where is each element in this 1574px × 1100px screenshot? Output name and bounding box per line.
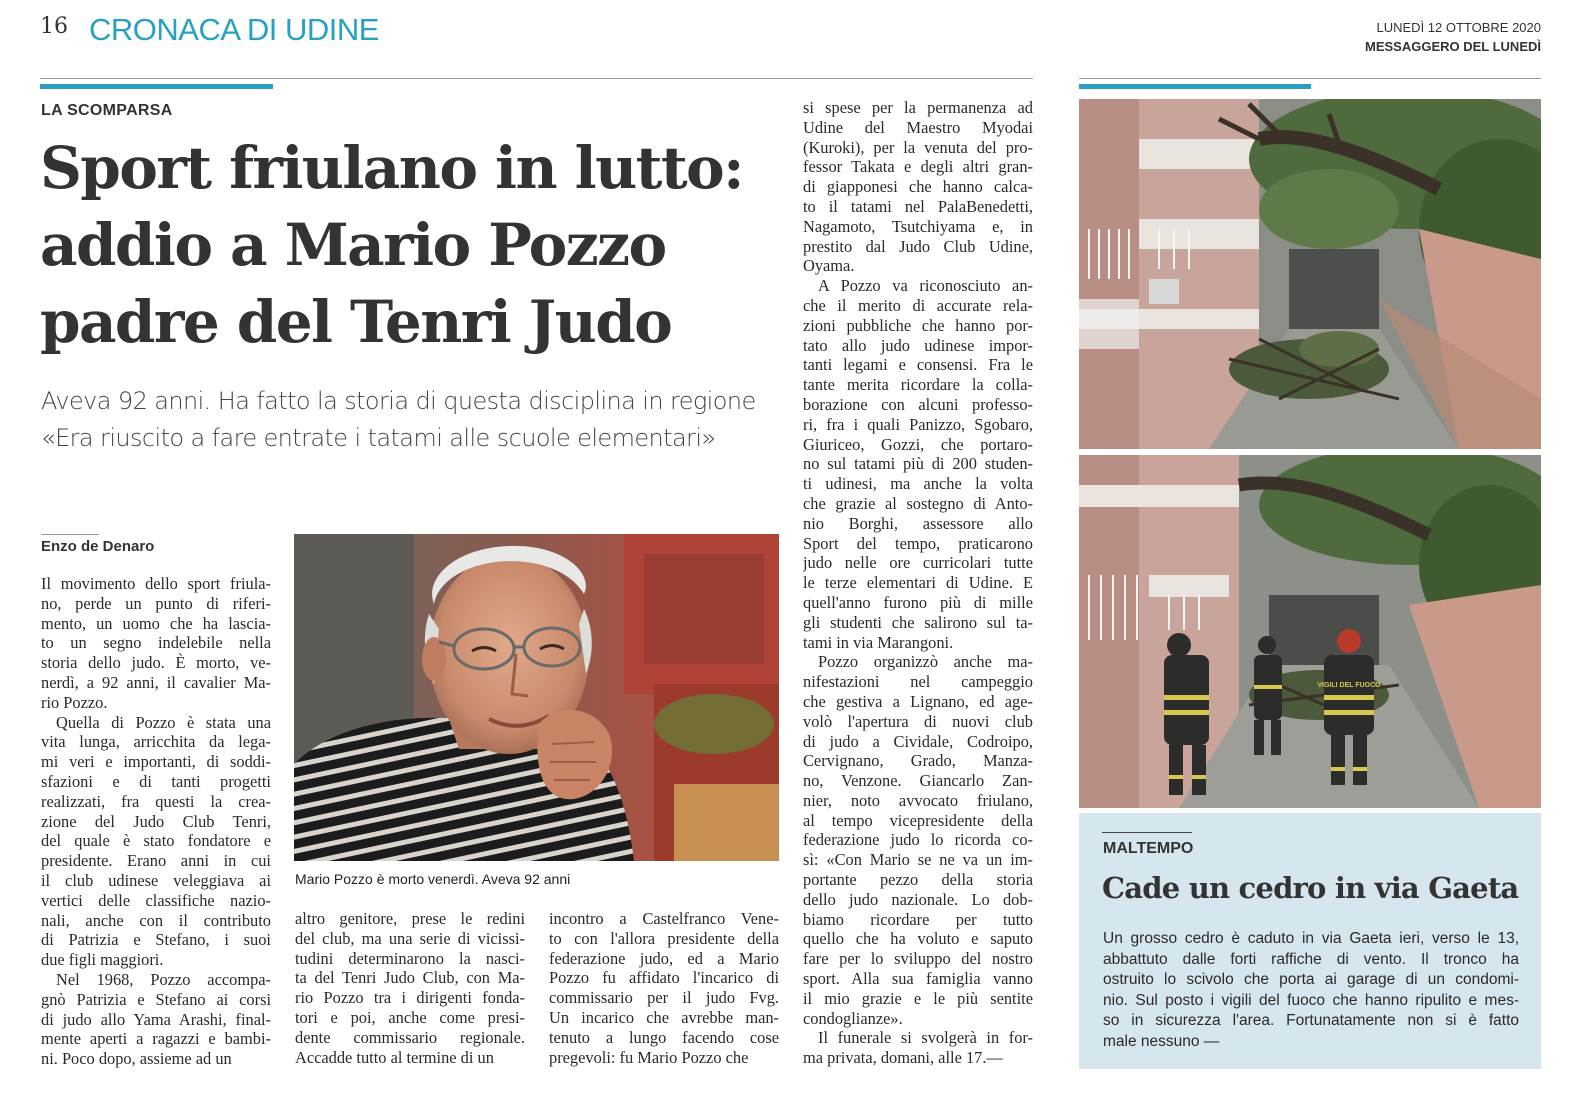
sidebar-line: Un grosso cedro è caduto in via Gaeta ieri, verso le 13, bbox=[1103, 930, 1519, 947]
article-text-line: biamo ricordare per tutto bbox=[803, 909, 1033, 929]
article-text-line: vertici delle classifiche nazio- bbox=[41, 890, 271, 910]
accent-bar bbox=[40, 84, 273, 89]
header-rule-right bbox=[1079, 78, 1541, 79]
article-text-line: commissario per il judo Fvg. bbox=[549, 988, 779, 1008]
article-text-line: due figli maggiori. bbox=[41, 950, 164, 970]
article-text-line: mente aperti a ragazzi e bambi- bbox=[41, 1029, 271, 1049]
article-column-1 bbox=[41, 574, 271, 1069]
article-column-3 bbox=[549, 909, 779, 1067]
article-text-line: nio Borghi, assessore allo bbox=[803, 513, 1033, 533]
article-text-line: Giuriceo, Gozzi, che portaro- bbox=[803, 434, 1033, 454]
article-text-line: tori e poi, anche come presi- bbox=[295, 1007, 525, 1027]
accent-bar-right bbox=[1079, 84, 1311, 89]
sidebar-body bbox=[1103, 929, 1519, 1052]
article-text-line: del quale è stato fondatore e bbox=[41, 831, 271, 851]
article-text-line: nerdì, a 92 anni, il cavalier Ma- bbox=[41, 672, 271, 692]
article-text-line: ri, fra i quali Panizzo, Sgobaro, bbox=[803, 414, 1033, 434]
publication-name: MESSAGGERO DEL LUNEDÌ bbox=[1364, 39, 1541, 54]
byline: Enzo de Denaro bbox=[41, 538, 155, 555]
article-text-line: rio Pozzo tra i dirigenti fonda- bbox=[295, 988, 525, 1008]
article-text-line: storia dello judo. È morto, ve- bbox=[41, 653, 271, 673]
article-text-line: Pozzo fu affidato l'incarico di bbox=[549, 968, 779, 988]
article-text-line: tami in via Marangoni. bbox=[803, 632, 954, 652]
article-text-line: Nel 1968, Pozzo accompa- bbox=[56, 969, 271, 989]
portrait-photo bbox=[294, 534, 779, 861]
article-text-line: che gestiva a Lignano, ed age- bbox=[803, 691, 1033, 711]
article-text-line: federazione judo, ed a Mario bbox=[549, 948, 779, 968]
article-text-line: prestito dal Judo Club Udine, bbox=[803, 236, 1033, 256]
article-text-line: dello judo nazionale. Lo dob- bbox=[803, 889, 1033, 909]
article-text-line: sport. Alla sua famiglia vanno bbox=[803, 969, 1033, 989]
article-text-line: A Pozzo va riconosciuto an- bbox=[818, 276, 1033, 296]
sidebar-rule bbox=[1102, 832, 1192, 833]
headline-line: padre del Tenri Judo bbox=[40, 288, 672, 356]
article-text-line: rio Pozzo. bbox=[41, 692, 108, 712]
article-text-line: al tempo vicepresidente della bbox=[803, 810, 1033, 830]
article-text-line: quell'anno furono più di mille bbox=[803, 592, 1033, 612]
article-text-line: tanti legami e consensi. Fra le bbox=[803, 355, 1033, 375]
article-text-line: no, perde un punto di riferi- bbox=[41, 593, 271, 613]
article-text-line: Un incarico che avrebbe man- bbox=[549, 1007, 779, 1027]
article-text-line: Il funerale si svolgerà in for- bbox=[818, 1028, 1033, 1048]
article-text-line: tenuto a lungo facendo cose bbox=[549, 1027, 779, 1047]
article-text-line: altro genitore, prese le redini bbox=[295, 909, 525, 928]
article-text-line: nali, anche con il contributo bbox=[41, 910, 271, 930]
article-text-line: vita lunga, arricchita da lega- bbox=[41, 732, 271, 752]
article-text-line: ti udinesi, ma anche la volta bbox=[803, 474, 1033, 494]
article-text-line: ma privata, domani, alle 17.— bbox=[803, 1048, 1003, 1068]
article-column-4 bbox=[803, 98, 1033, 1068]
article-text-line: si spese per la permanenza ad bbox=[803, 98, 1033, 117]
header-rule bbox=[40, 78, 1033, 79]
sidebar-line: so in sicurezza l'area. Fortunatamente non si è fatto bbox=[1103, 1012, 1519, 1029]
article-text-line: Il movimento dello sport friula- bbox=[41, 574, 271, 593]
article-text-line: volò l'apertura di nuovi club bbox=[803, 711, 1033, 731]
article-subhead bbox=[41, 383, 786, 457]
article-text-line: di judo allo Yama Arashi, final- bbox=[41, 1009, 271, 1029]
article-text-line: mento, un uomo che ha lascia- bbox=[41, 613, 271, 633]
article-text-line: ni. Poco dopo, assieme ad un bbox=[41, 1049, 232, 1069]
article-text-line: quello che ha voluto e saputo bbox=[803, 929, 1033, 949]
article-text-line: nier, noto avvocato friulano, bbox=[803, 790, 1033, 810]
article-text-line: portante pezzo della storia bbox=[803, 870, 1033, 890]
article-text-line: tante merita ricordare la colla- bbox=[803, 375, 1033, 395]
article-text-line: fessor Takata e degli altri gran- bbox=[803, 157, 1033, 177]
article-text-line: sfazioni e di tanti progetti bbox=[41, 771, 271, 791]
article-text-line: Accadde tutto al termine di un bbox=[295, 1047, 494, 1067]
article-text-line: Cervignano, Grado, Manza- bbox=[803, 751, 1033, 771]
headline-line: addio a Mario Pozzo bbox=[40, 211, 666, 279]
article-text-line: Sport del tempo, praticarono bbox=[803, 533, 1033, 553]
article-text-line: di judo a Cividale, Codroipo, bbox=[803, 731, 1033, 751]
article-text-line: le terze elementari di Udine. E bbox=[803, 573, 1033, 593]
article-text-line: pregevoli: fu Mario Pozzo che bbox=[549, 1047, 749, 1067]
article-text-line: zione del Judo Club Tenri, bbox=[41, 811, 271, 831]
article-text-line: to con l'allora presidente della bbox=[549, 928, 779, 948]
article-text-line: tato allo judo udinese impor- bbox=[803, 335, 1033, 355]
issue-date: LUNEDÌ 12 OTTOBRE 2020 bbox=[1376, 20, 1541, 35]
article-kicker: LA SCOMPARSA bbox=[41, 102, 173, 119]
article-text-line: (Kuroki), per la venuta del pro- bbox=[803, 137, 1033, 157]
article-text-line: che il merito di accurate rela- bbox=[803, 295, 1033, 315]
article-text-line: Nagamoto, Tsutchiyama e, in bbox=[803, 216, 1033, 236]
firefighters-photo bbox=[1079, 455, 1541, 808]
photo-caption: Mario Pozzo è morto venerdì. Aveva 92 anni bbox=[295, 871, 571, 887]
article-text-line: gli studenti che salirono sul ta- bbox=[803, 612, 1033, 632]
article-text-line: Udine del Maestro Myodai bbox=[803, 117, 1033, 137]
article-text-line: presidente. Erano anni in cui bbox=[41, 851, 271, 871]
article-text-line: no, Venzone. Giancarlo Zan- bbox=[803, 771, 1033, 791]
article-text-line: zioni pubbliche che hanno por- bbox=[803, 315, 1033, 335]
page-number: 16 bbox=[40, 14, 68, 39]
article-text-line: il mio grazie e le più sentite bbox=[803, 988, 1033, 1008]
byline-rule bbox=[41, 534, 99, 535]
article-text-line: fare per lo sviluppo del nostro bbox=[803, 949, 1033, 969]
article-text-line: Oyama. bbox=[803, 256, 855, 276]
article-text-line: incontro a Castelfranco Vene- bbox=[549, 909, 779, 928]
section-title: CRONACA DI UDINE bbox=[89, 12, 379, 47]
article-text-line: federazione judo lo ricorda co- bbox=[803, 830, 1033, 850]
sidebar-kicker: MALTEMPO bbox=[1103, 840, 1194, 857]
article-text-line: tudini determinarono la nasci- bbox=[295, 948, 525, 968]
masthead-info bbox=[1365, 18, 1541, 56]
article-text-line: sì: «Con Mario se ne va un im- bbox=[803, 850, 1033, 870]
article-text-line: del club, ma una serie di vicissi- bbox=[295, 928, 525, 948]
sidebar-line: ostruito lo scivolo che porta ai garage di un condomi- bbox=[1103, 971, 1519, 988]
article-text-line: to un segno indelebile nella bbox=[41, 633, 271, 653]
article-text-line: judo nelle ore curricolari tutte bbox=[803, 553, 1033, 573]
article-text-line: dente commissario regionale. bbox=[295, 1027, 525, 1047]
article-text-line: Quella di Pozzo è stata una bbox=[56, 712, 271, 732]
subhead-line: «Era riuscito a fare entrate i tatami alle scuole elementari» bbox=[41, 424, 716, 452]
article-text-line: ta del Tenri Judo Club, con Ma- bbox=[295, 968, 525, 988]
article-text-line: borazione con alcuni professo- bbox=[803, 394, 1033, 414]
article-text-line: mi veri e importanti, di soddi- bbox=[41, 752, 271, 772]
article-text-line: to il tatami nel PalaBenedetti, bbox=[803, 196, 1033, 216]
sidebar-line: nio. Sul posto i vigili del fuoco che hanno ripulito e mes- bbox=[1103, 991, 1519, 1009]
fallen-tree-photo bbox=[1079, 99, 1541, 449]
article-headline bbox=[40, 130, 785, 361]
article-text-line: nifestazioni nel campeggio bbox=[803, 672, 1033, 692]
article-text-line: realizzati, fra questi la crea- bbox=[41, 791, 271, 811]
article-text-line: gnò Patrizia e Stefano ai corsi bbox=[41, 989, 271, 1009]
article-text-line: Pozzo organizzò anche ma- bbox=[818, 652, 1033, 672]
helmet-text: VIGILI DEL FUOCO bbox=[1317, 682, 1381, 689]
sidebar-title: Cade un cedro in via Gaeta bbox=[1102, 871, 1519, 905]
sidebar-line: abbattuto dalle forti raffiche di vento. Il tronco ha bbox=[1103, 950, 1519, 968]
subhead-line: Aveva 92 anni. Ha fatto la storia di questa disciplina in regione bbox=[41, 387, 756, 415]
sidebar-line: male nessuno — bbox=[1103, 1032, 1220, 1050]
article-text-line: il club udinese veleggiava ai bbox=[41, 870, 271, 890]
article-text-line: che grazie al sostegno di Anto- bbox=[803, 493, 1033, 513]
article-text-line: di giapponesi che hanno calca- bbox=[803, 177, 1033, 197]
article-column-2 bbox=[295, 909, 525, 1067]
headline-line: Sport friulano in lutto: bbox=[40, 134, 743, 202]
article-text-line: condoglianze». bbox=[803, 1008, 903, 1028]
article-text-line: di Patrizia e Stefano, i suoi bbox=[41, 930, 271, 950]
article-text-line: no sul tatami più di 200 studen- bbox=[803, 454, 1033, 474]
